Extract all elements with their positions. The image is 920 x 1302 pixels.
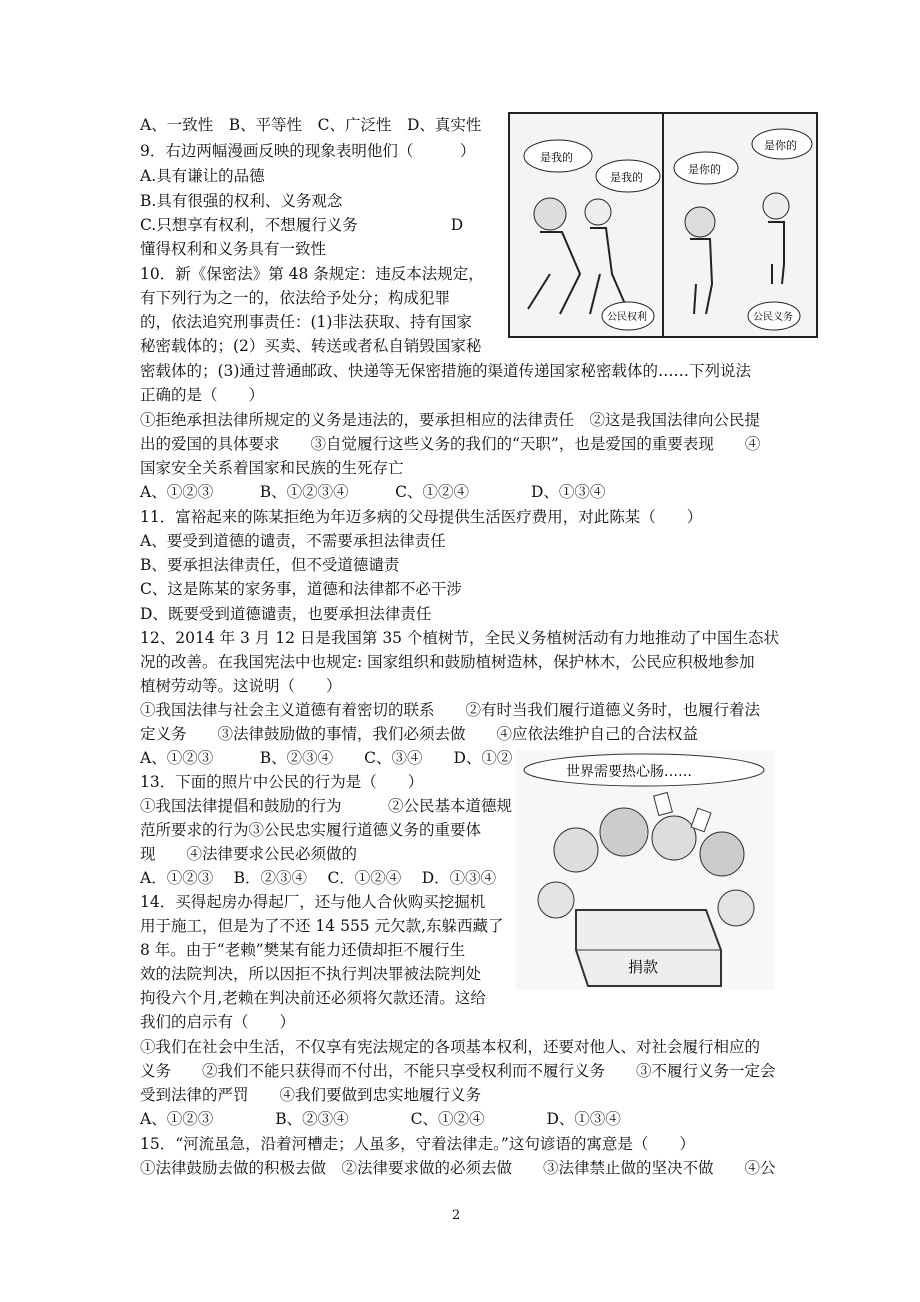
text-line: B.具有很强的权利、义务观念 xyxy=(140,192,343,210)
text-line: ①法律鼓励去做的积极去做 ②法律要求做的必须去做 ③法律禁止做的坚决不做 ④公 xyxy=(140,1159,776,1177)
text-line: 11．富裕起来的陈某拒绝为年迈多病的父母提供生活医疗费用，对此陈某（ ） xyxy=(140,508,703,526)
rights-duties-cartoon xyxy=(508,112,818,338)
text-line: 密载体的；(3)通过普通邮政、快递等无保密措施的渠道传递国家秘密载体的……下列说法 xyxy=(140,362,751,380)
bubble-text: 是我的 xyxy=(610,171,643,184)
donation-picture xyxy=(516,750,774,990)
text-line: 8 年。由于“老赖”樊某有能力还债却拒不履行生 xyxy=(140,941,466,959)
text-line: A、①②③ B、①②③④ C、①②④ D、①③④ xyxy=(140,483,606,501)
text-line: 13．下面的照片中公民的行为是（ ） xyxy=(140,773,424,791)
text-line: A、①②③ B、②③④ C、①②④ D、①③④ xyxy=(140,1110,621,1128)
text-line: 我们的启示有（ ） xyxy=(140,1013,296,1031)
text-line: A、①②③ B、②③④ C、③④ D、①② xyxy=(140,749,513,767)
text-line: ①我们在社会中生活，不仅享有宪法规定的各项基本权利，还要对他人、对社会履行相应的 xyxy=(140,1038,761,1056)
text-line: 国家安全关系着国家和民族的生死存亡 xyxy=(140,459,404,477)
text-line: A．①②③ B．②③④ C．①②④ D．①③④ xyxy=(140,869,497,887)
text-line: 秘密载体的；(2）买卖、转送或者私自销毁国家秘 xyxy=(140,337,482,355)
text-line: 义务 ②我们不能只获得而不付出，不能只享受权利而不履行义务 ③不履行义务一定会 xyxy=(140,1062,776,1080)
banner-text: 世界需要热心肠…… xyxy=(566,764,692,780)
text-line: 14．买得起房办得起厂，还与他人合伙购买挖掘机 xyxy=(140,893,486,911)
text-line: 有下列行为之一的，依法给予处分；构成犯罪 xyxy=(140,289,451,307)
text-line: 出的爱国的具体要求 ③自觉履行这些义务的我们的“天职”，也是爱国的重要表现 ④ xyxy=(140,435,761,453)
caption-text: 公民权利 xyxy=(607,312,647,323)
text-line: A、要受到道德的谴责，不需要承担法律责任 xyxy=(140,532,446,550)
text-line: 效的法院判决，所以因拒不执行判决罪被法院判处 xyxy=(140,965,482,983)
text-line: 9．右边两幅漫画反映的现象表明他们（ ） xyxy=(140,142,476,160)
text-line: ①我国法律与社会主义道德有着密切的联系 ②有时当我们履行道德义务时，也履行着法 xyxy=(140,701,761,719)
bubble-text: 是你的 xyxy=(688,163,721,176)
text-line: 况的改善。在我国宪法中也规定: 国家组织和鼓励植树造林，保护林木，公民应积极地参加 xyxy=(140,653,755,671)
text-line: 10．新《保密法》第 48 条规定：违反本法规定， xyxy=(140,265,484,283)
page-number: 2 xyxy=(452,1208,461,1223)
bubble-text: 是我的 xyxy=(540,151,573,164)
text-line: 正确的是（ ） xyxy=(140,386,265,404)
bubble-text: 是你的 xyxy=(764,139,797,152)
text-line: 懂得权利和义务具有一致性 xyxy=(140,240,327,258)
text-line: 范所要求的行为③公民忠实履行道德义务的重要体 xyxy=(140,821,482,839)
text-line: 拘役六个月,老赖在判决前还必须将欠款还清。这给 xyxy=(140,989,486,1007)
text-line: C.只想享有权利，不想履行义务 D xyxy=(140,216,464,234)
text-line: C、这是陈某的家务事，道德和法律都不必干涉 xyxy=(140,580,462,598)
text-line: 定义务 ③法律鼓励做的事情，我们必须去做 ④应依法维护自己的合法权益 xyxy=(140,725,699,743)
text-line: A.具有谦让的品德 xyxy=(140,167,265,185)
text-line: 15．“河流虽急，沿着河槽走；人虽多，守着法律走。”这句谚语的寓意是（ ） xyxy=(140,1135,695,1153)
text-line: B、要承担法律责任，但不受道德谴责 xyxy=(140,556,400,574)
text-line: 12、2014 年 3 月 12 日是我国第 35 个植树节，全民义务植树活动有力地推动了中国生态状 xyxy=(140,629,779,647)
text-line: 现 ④法律要求公民必须做的 xyxy=(140,845,358,863)
text-line: 的，依法追究刑事责任：(1)非法获取、持有国家 xyxy=(140,313,472,331)
text-line: 植树劳动等。这说明（ ） xyxy=(140,677,342,695)
text-line: ①我国法律提倡和鼓励的行为 ②公民基本道德规 xyxy=(140,797,513,815)
text-line: ①拒绝承担法律所规定的义务是违法的，要承担相应的法律责任 ②这是我国法律向公民提 xyxy=(140,411,761,429)
text-line: 受到法律的严罚 ④我们要做到忠实地履行义务 xyxy=(140,1086,482,1104)
text-line: A、一致性 B、平等性 C、广泛性 D、真实性 xyxy=(140,116,482,134)
text-line: D、既要受到道德谴责，也要承担法律责任 xyxy=(140,605,432,623)
caption-text: 公民义务 xyxy=(753,312,793,323)
box-label: 捐款 xyxy=(628,958,659,976)
text-line: 用于施工，但是为了不还 14 555 元欠款,东躲西藏了 xyxy=(140,917,504,935)
